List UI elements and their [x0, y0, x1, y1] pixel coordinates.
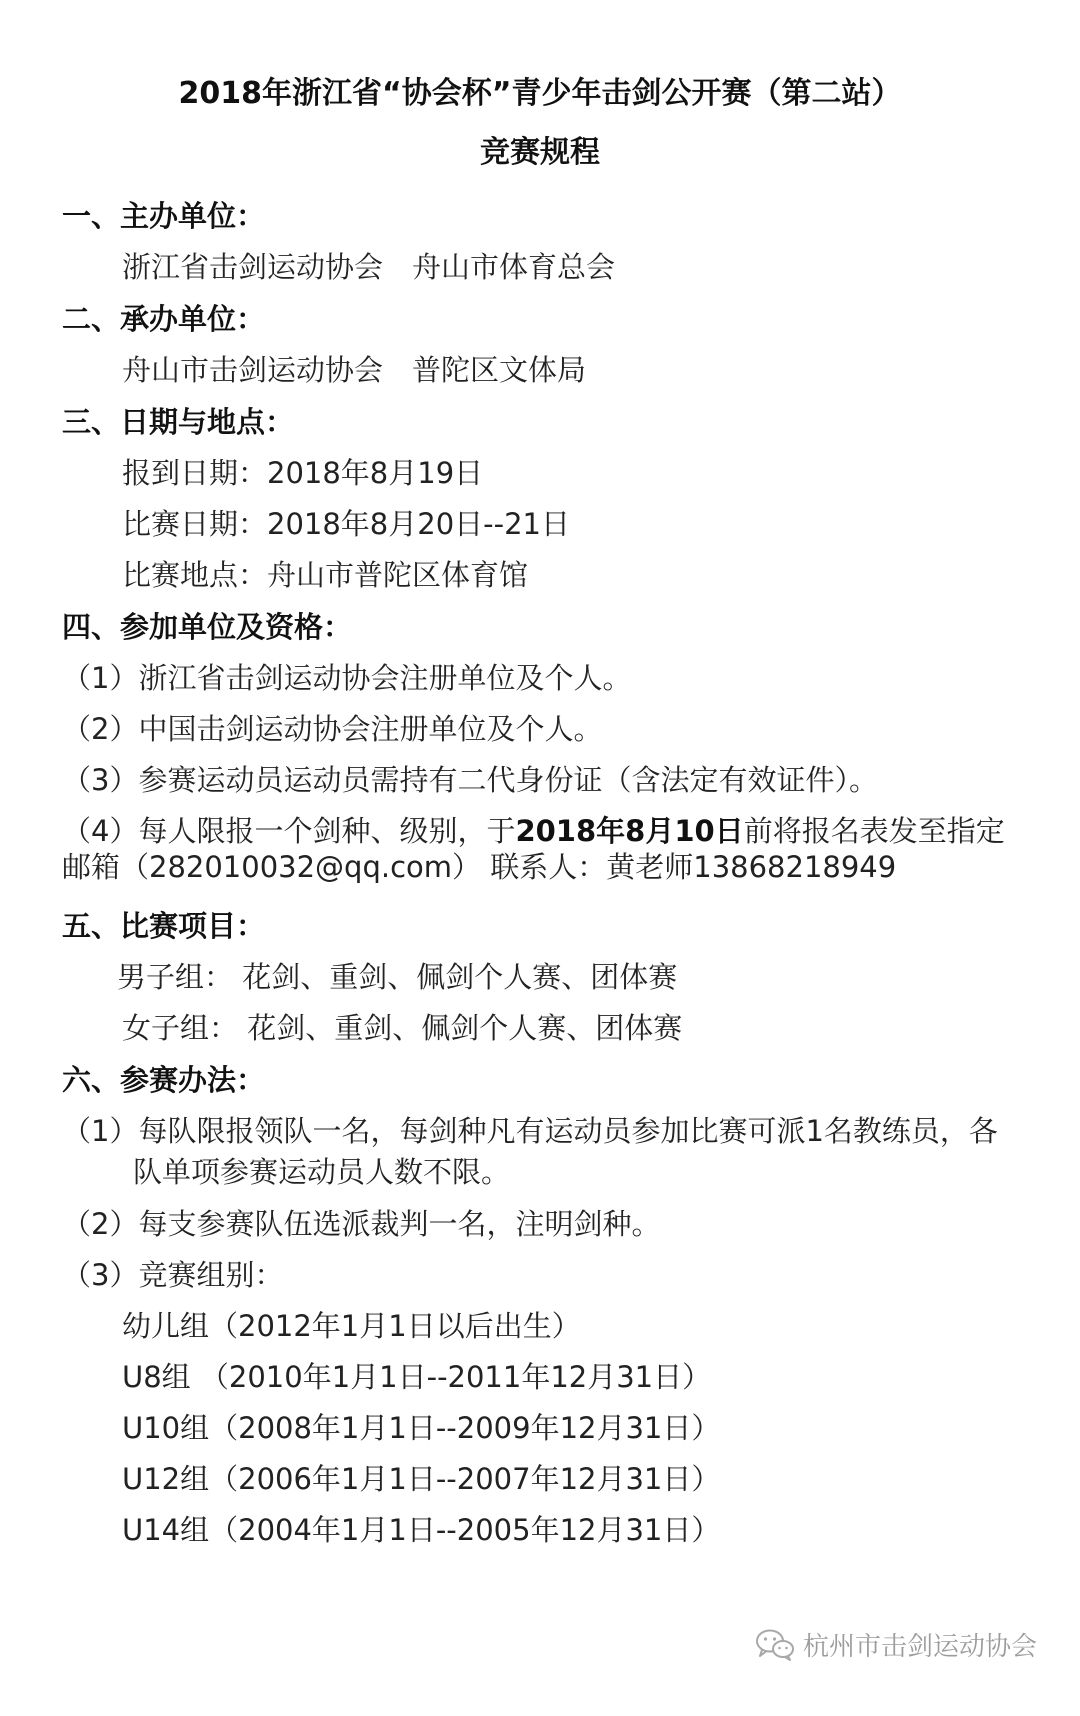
watermark-text: 杭州市击剑运动协会 — [803, 1632, 1038, 1662]
rules-item-1-cont: 队单项参赛运动员人数不限。 — [133, 1155, 511, 1189]
age-group: 幼儿组（2012年1月1日以后出生） — [122, 1309, 581, 1343]
contact-info: 邮箱（282010032@qq.com） 联系人：黄老师13868218949 — [62, 850, 897, 884]
section-heading-date-venue: 三、日期与地点： — [62, 405, 295, 439]
eligibility-item-4 — [62, 813, 1005, 849]
section-heading-rules: 六、参赛办法： — [62, 1063, 266, 1097]
organizer-text: 浙江省击剑运动协会 舟山市体育总会 — [122, 250, 616, 284]
age-group: U12组（2006年1月1日--2007年12月31日） — [122, 1462, 721, 1496]
registration-deadline: 2018年8月10日 — [515, 814, 744, 848]
match-date: 比赛日期：2018年8月20日--21日 — [122, 507, 570, 541]
eligibility-item-4-pre: （4）每人限报一个剑种、级别，于 — [62, 814, 516, 848]
section-heading-events: 五、比赛项目： — [62, 909, 266, 943]
eligibility-item-3: （3）参赛运动员运动员需持有二代身份证（含法定有效证件）。 — [62, 763, 878, 797]
section-heading-eligibility: 四、参加单位及资格： — [62, 610, 353, 644]
age-group: U10组（2008年1月1日--2009年12月31日） — [122, 1411, 721, 1445]
rules-item-2: （2）每支参赛队伍选派裁判一名，注明剑种。 — [62, 1207, 661, 1241]
eligibility-item-4-post: 前将报名表发至指定 — [743, 814, 1005, 848]
rules-item-3: （3）竞赛组别： — [62, 1258, 284, 1292]
document-subtitle: 竞赛规程 — [480, 135, 600, 170]
report-date: 报到日期：2018年8月19日 — [122, 456, 484, 490]
eligibility-item-1: （1）浙江省击剑运动协会注册单位及个人。 — [62, 661, 632, 695]
host-text: 舟山市击剑运动协会 普陀区文体局 — [122, 353, 587, 387]
wechat-icon — [755, 1628, 795, 1662]
match-venue: 比赛地点：舟山市普陀区体育馆 — [122, 558, 529, 592]
men-events: 男子组： 花剑、重剑、佩剑个人赛、团体赛 — [117, 960, 678, 994]
document-title: 2018年浙江省“协会杯”青少年击剑公开赛（第二站） — [178, 76, 902, 111]
women-events: 女子组： 花剑、重剑、佩剑个人赛、团体赛 — [122, 1011, 683, 1045]
section-heading-host: 二、承办单位： — [62, 302, 266, 336]
watermark — [755, 1626, 1037, 1663]
eligibility-item-2: （2）中国击剑运动协会注册单位及个人。 — [62, 712, 603, 746]
age-group: U8组 （2010年1月1日--2011年12月31日） — [122, 1360, 712, 1394]
section-heading-organizer: 一、主办单位： — [62, 199, 266, 233]
rules-item-1: （1）每队限报领队一名，每剑种凡有运动员参加比赛可派1名教练员，各 — [62, 1114, 998, 1148]
age-group: U14组（2004年1月1日--2005年12月31日） — [122, 1513, 721, 1547]
